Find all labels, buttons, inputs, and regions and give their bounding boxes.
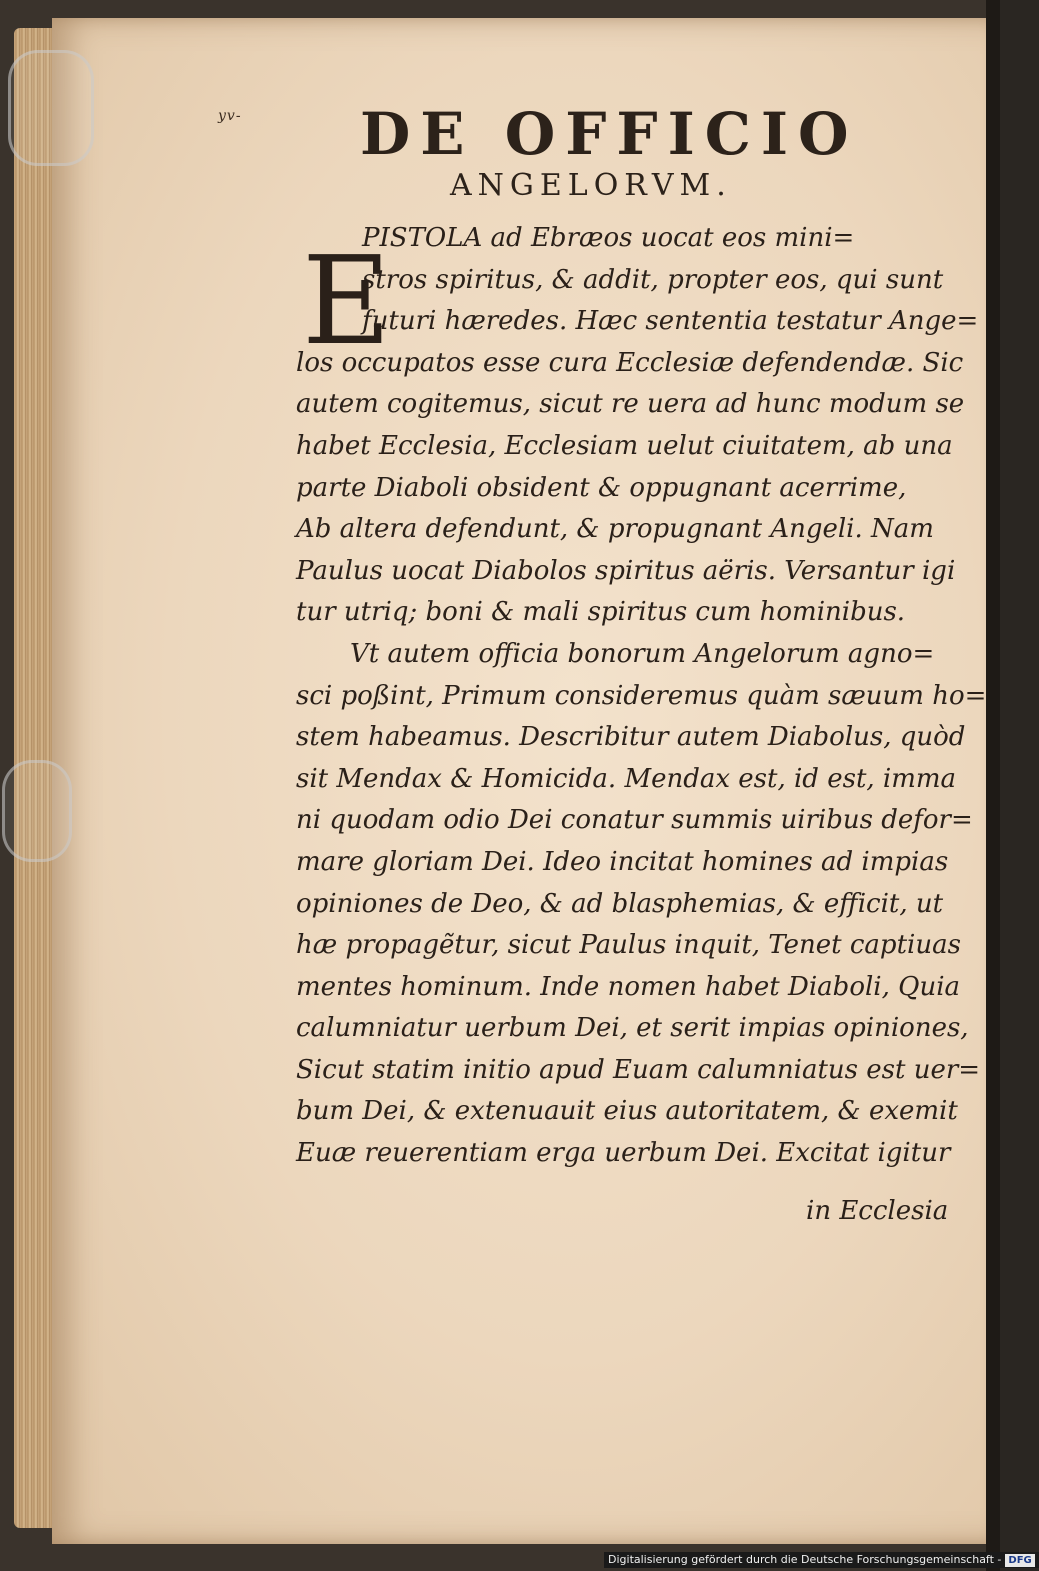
text-line: opiniones de Deo, & ad blasphemias, & efficit, ut [296,888,944,919]
text-line: tur utriq; boni & mali spiritus cum hominibus. [296,597,906,628]
text-line: sit Mendax & Homicida. Mendax est, id est, imma [296,763,957,794]
text-line: stros spiritus, & addit, propter eos, qui sunt [362,264,944,295]
signature-mark: yv- [218,108,242,124]
text-line: Ab altera defendunt, & propugnant Angeli. Nam [296,514,934,545]
text-line: parte Diaboli obsident & oppugnant acerrime, [296,472,907,503]
text-line: stem habeamus. Describitur autem Diabolus, quòd [296,722,966,753]
dfg-logo: DFG [1005,1554,1034,1567]
text-line: habet Ecclesia, Ecclesiam uelut ciuitatem, ab una [296,430,953,461]
credit-text: Digitalisierung gefördert durch die Deutsche Forschungsgemeinschaft - [608,1553,1002,1566]
digitization-credit [604,1552,1039,1568]
text-line: futuri hæredes. Hæc sententia testatur Ange= [362,306,979,337]
page-clip-middle [2,760,72,862]
text-line: ni quodam odio Dei conatur summis uiribus defor= [296,805,973,836]
right-binding-edge [986,0,1000,1571]
text-line: mare gloriam Dei. Ideo incitat homines ad impias [296,846,949,877]
catchword: in Ecclesia [806,1196,949,1226]
drop-cap: E [302,230,392,372]
text-line: mentes hominum. Inde nomen habet Diaboli, Quia [296,971,961,1002]
text-line: Euæ reuerentiam erga uerbum Dei. Excitat igitur [296,1138,951,1169]
text-line: PISTOLA ad Ebræos uocat eos mini= [362,223,855,253]
page-clip-top [8,50,94,166]
text-line: sci poßint, Primum consideremus quàm sæuum ho= [296,680,987,711]
text-line: hæ propagẽtur, sicut Paulus inquit, Tenet captiuas [296,930,961,961]
text-line: Vt autem officia bonorum Angelorum agno= [350,638,935,669]
text-line: autem cogitemus, sicut re uera ad hunc modum se [296,389,965,420]
page-title: DE OFFICIO [360,100,859,168]
text-line: los occupatos esse cura Ecclesiæ defendendæ. Sic [296,347,964,378]
text-line: Paulus uocat Diabolos spiritus aëris. Versantur igi [296,555,956,586]
text-line: calumniatur uerbum Dei, et serit impias opiniones, [296,1013,969,1044]
text-line: Sicut statim initio apud Euam calumniatus est uer= [296,1054,981,1085]
text-line: bum Dei, & extenuauit eius autoritatem, & exemit [296,1096,958,1127]
page-subtitle: ANGELORVM. [450,168,732,203]
body-text [296,218,987,1175]
